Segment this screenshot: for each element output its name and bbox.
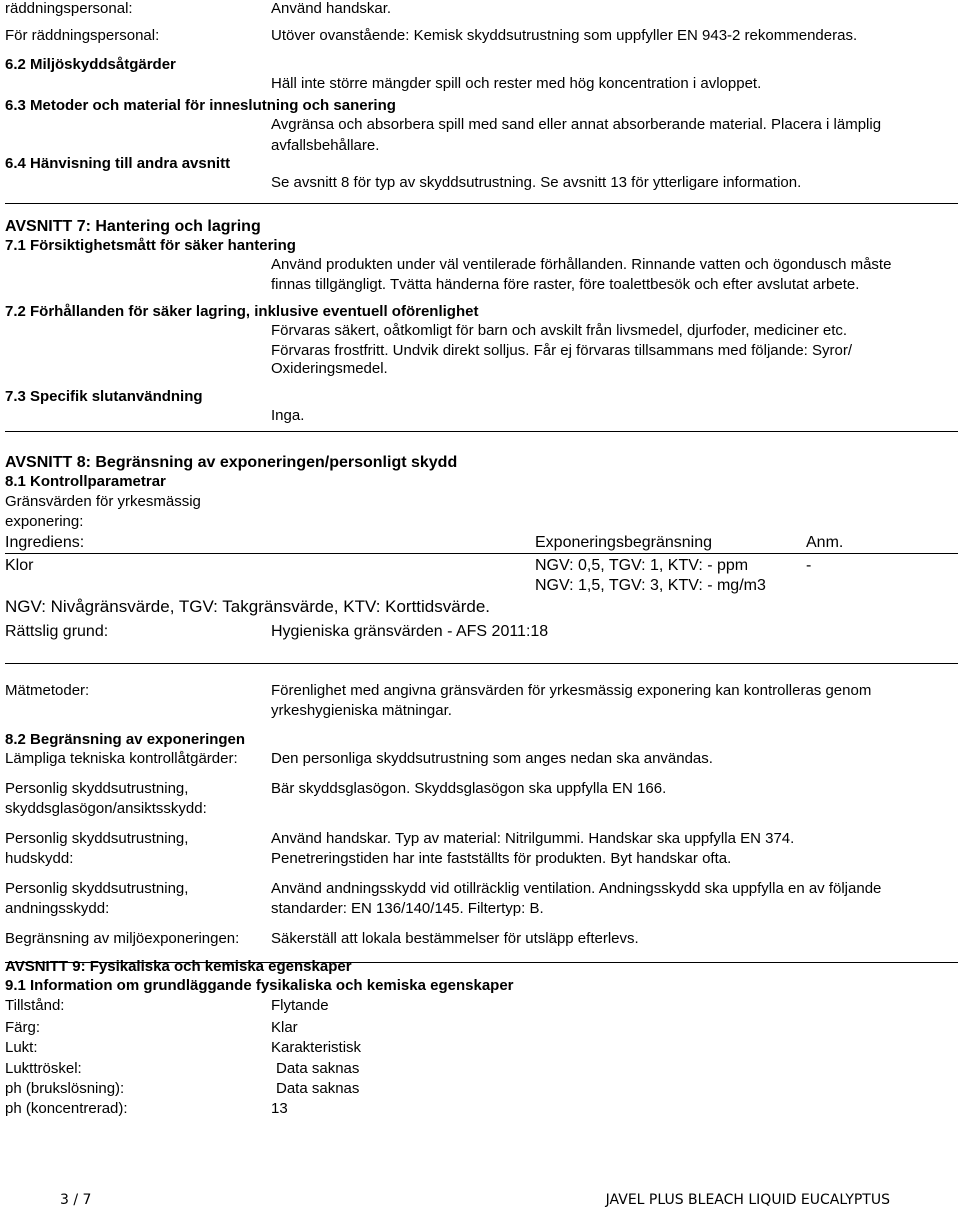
- legal-basis-value: Hygieniska gränsvärden - AFS 2011:18: [271, 623, 549, 640]
- property-label: Färg:: [5, 1019, 41, 1036]
- section-divider: [5, 203, 958, 204]
- property-label: Tillstånd:: [5, 997, 65, 1014]
- heading-6-4: 6.4 Hänvisning till andra avsnitt: [5, 155, 231, 172]
- text-6-2: Häll inte större mängder spill och rester med hög koncentration i avloppet.: [271, 75, 762, 92]
- technical-controls-label: Lämpliga tekniska kontrollåtgärder:: [5, 750, 238, 767]
- property-value: Data saknas: [276, 1060, 360, 1077]
- value-raddningspersonal: Använd handskar.: [271, 0, 392, 17]
- table-header-note: Anm.: [806, 534, 844, 551]
- heading-8-2: 8.2 Begränsning av exponeringen: [5, 731, 246, 748]
- heading-6-2: 6.2 Miljöskyddsåtgärder: [5, 56, 176, 73]
- text-7-2-line1: Förvaras säkert, oåtkomligt för barn och avskilt från livsmedel, djurfoder, mediciner etc.: [271, 322, 848, 339]
- eye-protection-value: Bär skyddsglasögon. Skyddsglasögon ska uppfylla EN 166.: [271, 780, 667, 797]
- property-value: Data saknas: [276, 1080, 360, 1097]
- technical-controls-value: Den personliga skyddsutrustning som anges nedan ska användas.: [271, 750, 713, 767]
- abbreviation-legend: NGV: Nivågränsvärde, TGV: Takgränsvärde, KTV: Korttidsvärde.: [5, 597, 491, 616]
- table-header-ingredient: Ingrediens:: [5, 534, 85, 551]
- property-value: Flytande: [271, 997, 329, 1014]
- respiratory-protection-label-line2: andningsskydd:: [5, 900, 110, 917]
- skin-protection-value-line1: Använd handskar. Typ av material: Nitrilgummi. Handskar ska uppfylla EN 374.: [271, 830, 795, 847]
- table-cell-limit-line2: NGV: 1,5, TGV: 3, KTV: - mg/m3: [535, 577, 766, 594]
- text-6-3-line2: avfallsbehållare.: [271, 137, 380, 154]
- text-7-2-line2: Förvaras frostfritt. Undvik direkt solljus. Får ej förvaras tillsammans med följande: Syror/: [271, 342, 853, 359]
- text-7-3: Inga.: [271, 407, 305, 424]
- product-name: JAVEL PLUS BLEACH LIQUID EUCALYPTUS: [605, 1192, 890, 1208]
- heading-6-3: 6.3 Metoder och material för inneslutning och sanering: [5, 97, 396, 114]
- table-header-rule: [5, 553, 958, 554]
- table-cell-limit-line1: NGV: 0,5, TGV: 1, KTV: - ppm: [535, 557, 749, 574]
- skin-protection-label-line1: Personlig skyddsutrustning,: [5, 830, 189, 847]
- value-for-raddningspersonal: Utöver ovanstående: Kemisk skyddsutrustning som uppfyller EN 943-2 rekommenderas.: [271, 27, 858, 44]
- heading-8-1: 8.1 Kontrollparametrar: [5, 473, 166, 490]
- text-6-4: Se avsnitt 8 för typ av skyddsutrustning. Se avsnitt 13 för ytterligare information.: [271, 174, 802, 191]
- measurement-methods-line2: yrkeshygieniska mätningar.: [271, 702, 452, 719]
- limit-values-label-line1: Gränsvärden för yrkesmässig: [5, 493, 201, 510]
- respiratory-protection-value-line1: Använd andningsskydd vid otillräcklig ventilation. Andningsskydd ska uppfylla en av följande: [271, 880, 882, 897]
- environmental-exposure-label: Begränsning av miljöexponeringen:: [5, 930, 240, 947]
- heading-7-1: 7.1 Försiktighetsmått för säker hantering: [5, 237, 296, 254]
- heading-7-3: 7.3 Specifik slutanvändning: [5, 388, 203, 405]
- page-number: 3 / 7: [60, 1192, 92, 1208]
- respiratory-protection-value-line2: standarder: EN 136/140/145. Filtertyp: B.: [271, 900, 544, 917]
- respiratory-protection-label-line1: Personlig skyddsutrustning,: [5, 880, 189, 897]
- text-6-3-line1: Avgränsa och absorbera spill med sand eller annat absorberande material. Placera i lämplig: [271, 116, 882, 133]
- property-label: Lukttröskel:: [5, 1060, 82, 1077]
- property-value: 13: [271, 1100, 288, 1117]
- measurement-methods-line1: Förenlighet med angivna gränsvärden för yrkesmässig exponering kan kontrolleras genom: [271, 682, 872, 699]
- skin-protection-label-line2: hudskydd:: [5, 850, 74, 867]
- table-header-limit: Exponeringsbegränsning: [535, 534, 713, 551]
- measurement-methods-label: Mätmetoder:: [5, 682, 90, 699]
- limit-values-label-line2: exponering:: [5, 513, 84, 530]
- section-8-title: AVSNITT 8: Begränsning av exponeringen/personligt skydd: [5, 454, 458, 471]
- heading-7-2: 7.2 Förhållanden för säker lagring, inklusive eventuell oförenlighet: [5, 303, 479, 320]
- property-label: ph (brukslösning):: [5, 1080, 125, 1097]
- property-value: Klar: [271, 1019, 298, 1036]
- property-value: Karakteristisk: [271, 1039, 362, 1056]
- eye-protection-label-line2: skyddsglasögon/ansiktsskydd:: [5, 800, 207, 817]
- section-divider: [5, 663, 958, 664]
- section-7-title: AVSNITT 7: Hantering och lagring: [5, 218, 261, 235]
- eye-protection-label-line1: Personlig skyddsutrustning,: [5, 780, 189, 797]
- table-cell-note: -: [806, 557, 812, 574]
- table-cell-ingredient: Klor: [5, 557, 34, 574]
- text-7-1-line2: finnas tillgängligt. Tvätta händerna före raster, före toalettbesök och efter avslutat arbete.: [271, 276, 860, 293]
- skin-protection-value-line2: Penetreringstiden har inte fastställts för produkten. Byt handskar ofta.: [271, 850, 732, 867]
- property-label: Lukt:: [5, 1039, 38, 1056]
- environmental-exposure-value: Säkerställ att lokala bestämmelser för utsläpp efterlevs.: [271, 930, 639, 947]
- section-divider: [5, 431, 958, 432]
- text-7-2-line3: Oxideringsmedel.: [271, 360, 388, 377]
- section-9-title: AVSNITT 9: Fysikaliska och kemiska egenskaper: [5, 958, 352, 975]
- text-7-1-line1: Använd produkten under väl ventilerade förhållanden. Rinnande vatten och ögondusch måste: [271, 256, 892, 273]
- label-raddningspersonal: räddningspersonal:: [5, 0, 133, 17]
- legal-basis-label: Rättslig grund:: [5, 623, 109, 640]
- property-label: ph (koncentrerad):: [5, 1100, 128, 1117]
- label-for-raddningspersonal: För räddningspersonal:: [5, 27, 160, 44]
- heading-9-1: 9.1 Information om grundläggande fysikaliska och kemiska egenskaper: [5, 977, 514, 994]
